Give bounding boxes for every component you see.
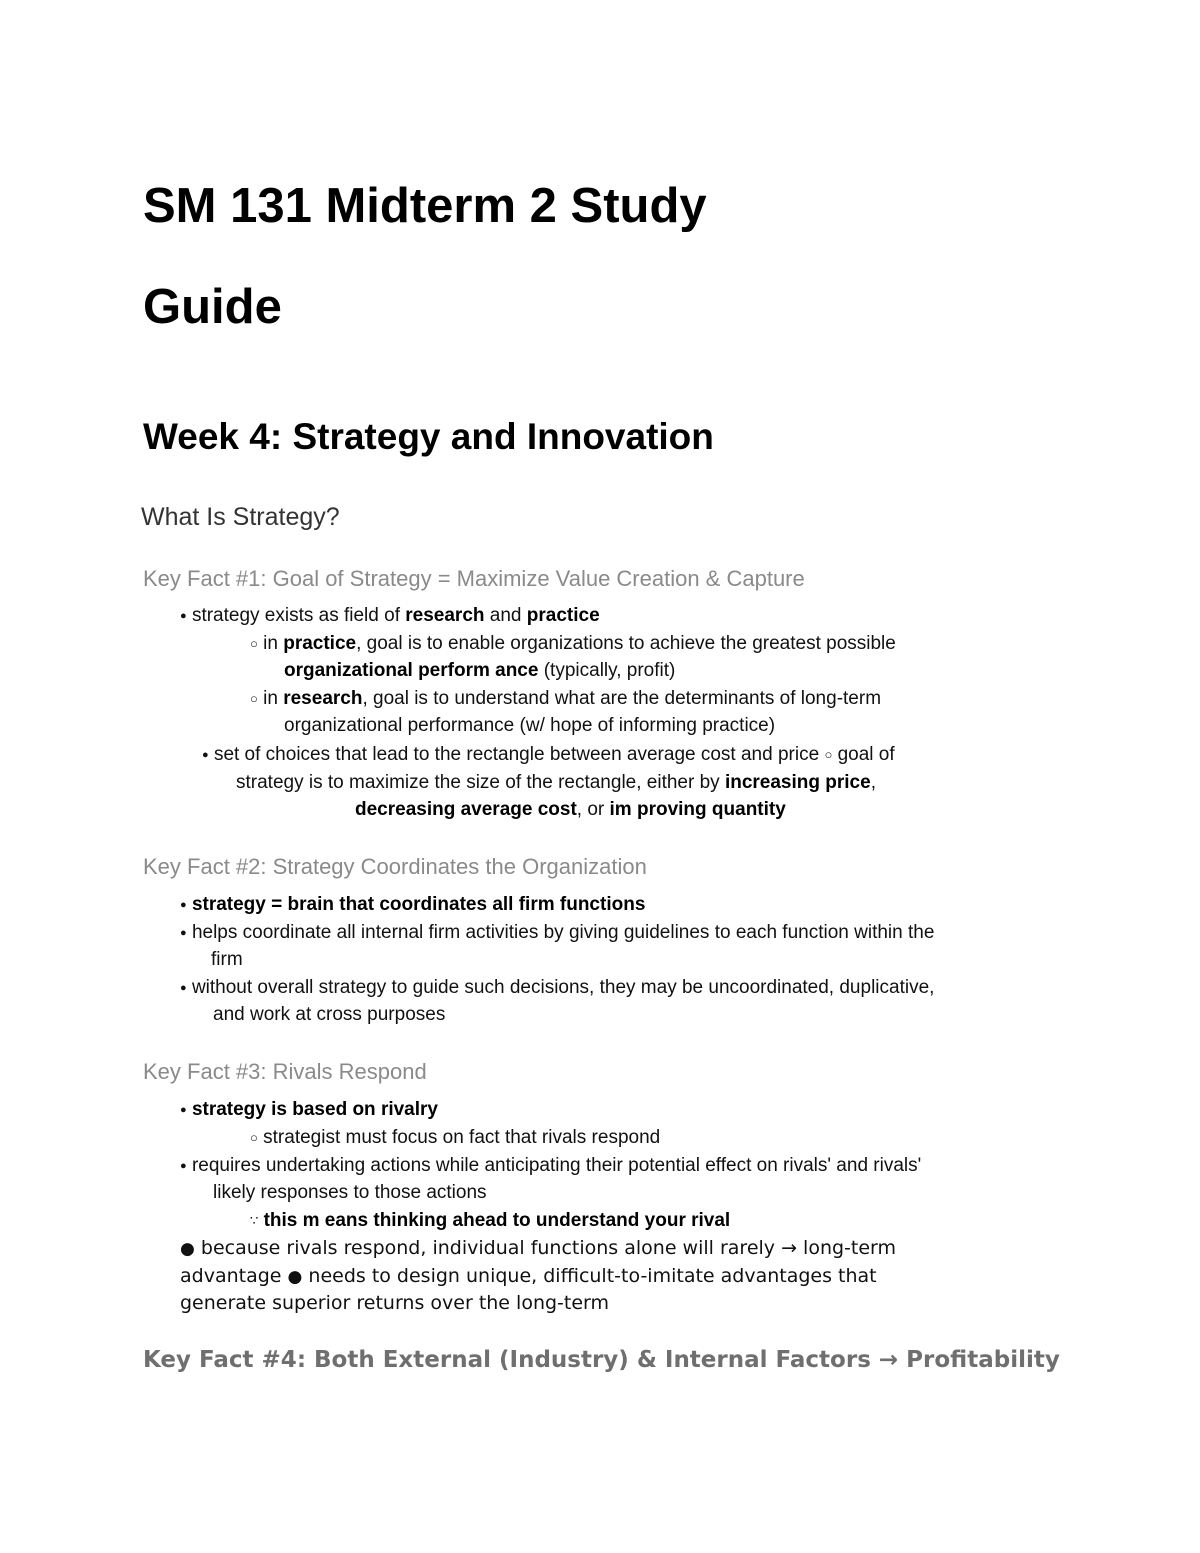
kf3-sub-bullet-1: ○ strategist must focus on fact that rivals respond (250, 1127, 661, 1148)
section-heading: What Is Strategy? (141, 503, 340, 531)
kf2-bullet-3: ● without overall strategy to guide such decisions, they may be uncoordinated, duplicative, (180, 977, 935, 998)
bullet-icon: ● (202, 749, 209, 761)
bullet-icon: ● (180, 1104, 187, 1116)
key-fact-4-heading: Key Fact #4: Both External (Industry) & Internal Factors → Profitability (143, 1347, 1060, 1373)
kf3-bullet-1: ● strategy is based on rivalry (180, 1099, 438, 1120)
sub-bullet-icon: ○ (250, 1130, 258, 1145)
therefore-icon: ∵ (250, 1213, 259, 1228)
kf1-sub-bullet-2-cont: organizational performance (w/ hope of informing practice) (284, 715, 776, 736)
bullet-icon: ● (180, 899, 187, 911)
bullet-icon: ● (180, 610, 187, 622)
kf3-sub-bullet-2: ∵ this m eans thinking ahead to understand your rival (250, 1210, 731, 1231)
bullet-icon: ● (180, 982, 187, 994)
kf1-sub-bullet-2: ○ in research, goal is to understand what are the determinants of long-term (250, 688, 882, 709)
key-fact-1-heading: Key Fact #1: Goal of Strategy = Maximize Value Creation & Capture (143, 566, 805, 591)
sub-bullet-icon: ○ (250, 636, 258, 651)
kf2-bullet-2: ● helps coordinate all internal firm activities by giving guidelines to each function within the (180, 922, 935, 943)
bullet-icon: ● (180, 1160, 187, 1172)
kf3-bullet-2-cont: likely responses to those actions (213, 1182, 487, 1203)
kf3-bullet-2: ● requires undertaking actions while anticipating their potential effect on rivals' and rivals' (180, 1155, 922, 1176)
kf2-bullet-3-cont: and work at cross purposes (213, 1004, 446, 1025)
kf1-bullet-2: ● set of choices that lead to the rectangle between average cost and price ○ goal of (202, 744, 895, 765)
kf3-paragraph-line-1: ● because rivals respond, individual functions alone will rarely → long-term (180, 1237, 897, 1259)
kf1-sub-bullet-1: ○ in practice, goal is to enable organizations to achieve the greatest possible (250, 633, 896, 654)
bullet-icon: ● (180, 927, 187, 939)
kf2-bullet-1: ● strategy = brain that coordinates all firm functions (180, 894, 646, 915)
sub-bullet-icon: ○ (824, 747, 833, 762)
key-fact-3-heading: Key Fact #3: Rivals Respond (143, 1059, 427, 1084)
kf3-paragraph-line-2: advantage ● needs to design unique, difficult-to-imitate advantages that (180, 1265, 877, 1287)
kf1-bullet-2-cont: strategy is to maximize the size of the rectangle, either by increasing price, (236, 772, 876, 793)
bullet-icon: ● (287, 1267, 303, 1287)
key-fact-2-heading: Key Fact #2: Strategy Coordinates the Organization (143, 854, 647, 879)
kf1-bullet-2-cont2: decreasing average cost, or im proving quantity (355, 799, 786, 820)
week-heading: Week 4: Strategy and Innovation (143, 416, 714, 457)
sub-bullet-icon: ○ (250, 691, 258, 706)
title-line-1: SM 131 Midterm 2 Study (143, 179, 707, 233)
title-line-2: Guide (143, 280, 282, 334)
kf3-paragraph-line-3: generate superior returns over the long-term (180, 1292, 610, 1314)
bullet-icon: ● (180, 1239, 195, 1259)
kf2-bullet-2-cont: firm (211, 949, 243, 970)
kf1-sub-bullet-1-cont: organizational perform ance (typically, profit) (284, 660, 676, 681)
kf1-bullet-1: ● strategy exists as field of research and practice (180, 605, 600, 626)
